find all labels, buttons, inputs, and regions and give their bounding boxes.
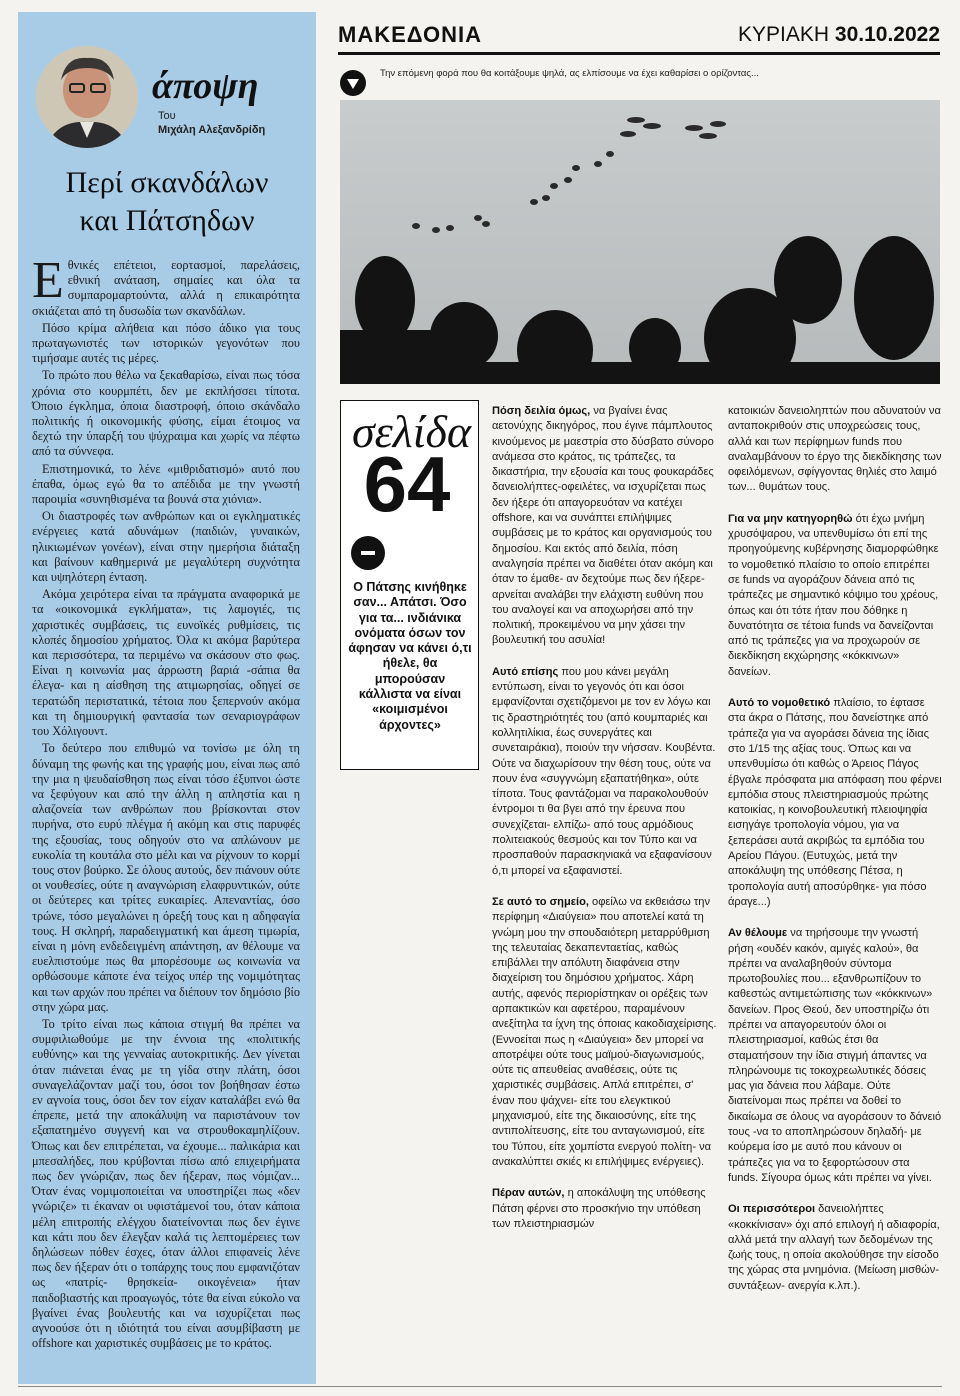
article-paragraph: Για να μην κατηγορηθώ ότι έχω μνήμη χρυσόψαρου, να υπενθυμίσω ότι επί της προηγούμενης κυβέρνησης διαμορφώθηκε το νομοθετικό πλαίσιο το οποίο επιτρέπει σε funds να αγοράζουν δάνεια από τις τράπεζες με σημαντικό κόψιμο του χρέους, όπως και ότι τότε ήταν που δόθηκε η δυνατότητα σε τέτοια funds να δανείζονται από τις τράπεζες για να προχωρούν σε διεκδίκηση εκχώρησης «κόκκινων» δανείων. bbox=[728, 512, 939, 678]
issue-date bbox=[738, 23, 940, 47]
article-paragraph: Σε αυτό το σημείο, οφείλω να εκθειάσω την περίφημη «Διαύγεια» που αποτελεί κατά τη γνώμη μου την σπουδαιότερη μεταρρύθμιση της τελευταίας δεκαπενταετίας, καθώς επιβάλλει την απόλυτη διαφάνεια στην διαχείριση του δημόσιου χρήματος. Χάρη αυτής, αφενός περιορίστηκαν οι ορέξεις των αρπακτικών και αφετέρου, παραμένουν ανεξίτηλα τα ίχνη της όποιας κακοδιαχείρισης. (Εννοείται πως η «Διαύγεια» δεν μπορεί να αποτρέψει ούτε τους μαϊμού-διαγωνισμούς, ούτε τις απευθείας αναθέσεις, ούτε τις χαριστικές συμβάσεις. Απλά επιτρέπει, σ' έναν που ψάχνει- είτε του ελεγκτικού μηχανισμού, είτε της δικαιοσύνης, είτε της αντιπολίτευσης, είτε του ανταγωνισμού, είτε του Τύπου, είτε χομπίστα ενεργού πολίτη- να ανακαλύπτει σκιές κι επιλήψιμες ενέργειες). bbox=[492, 895, 717, 1168]
opinion-column bbox=[18, 12, 316, 1384]
paragraph: Επιστημονικά, το λένε «μιθριδατισμό» αυτό που έπαθα, όμως εγώ θα το απέδιδα με την γνωστή παροιμία «συνηθισμένα τα βουνά στα χιόνια». bbox=[32, 461, 300, 507]
article-paragraph: Πόση δειλία όμως, να βγαίνει ένας αετονύχης δικηγόρος, που έγινε πάμπλουτος κινούμενος με μαεστρία στο δύσβατο σύνορο ανάμεσα στο κράτος, τις τράπεζες, τα δικαστήρια, την εξουσία και τους φουκαράδες δανειολήπτες-οφειλέτες, να ισχυρίζεται πως δεν ήξερε ότι απαγορευόταν να κατέχει offshore, και να συνάπτει επιλήψιμες συμβάσεις με το κράτος και οργανισμούς του δημοσίου. Και εκτός από δειλία, πόση αναλγησία πρέπει να διαθέτει όταν ακόμη και όταν το έμαθε- αν δεχτούμε πως δεν ήξερε- αρνείται αναλάβει την ελάχιστη ευθύνη που του αναλογεί και να αποχωρήσει από την πολιτική, προκειμένου να μην χάσει την βουλευτική του ασυλία! bbox=[492, 405, 714, 647]
helicopters-photo bbox=[340, 100, 940, 384]
paragraph: Οι διαστροφές των ανθρώπων και οι εγκληματικές ενέργειες κατά αδυνάμων (παιδιών, γυναικών, ηλικιωμένων γονέων), είναι στην ημερήσια διάταξη και βαίνουν καθημερινά με μεγαλύτερη συχνότητα και υψηλότερη ένταση. bbox=[32, 509, 300, 585]
masthead-rule bbox=[338, 52, 940, 55]
article-paragraph: Αν θέλουμε να τηρήσουμε την γνωστή ρήση «ουδέν κακόν, αμιγές καλού», θα πρέπει να αναλαβηθούν σύντομα πρωτοβουλίες που... εξανθρωπίζουν το καθεστώς αντιμετώπισης των «κόκκινων» δανείων. Προς Θεού, δεν υποστηρίζω ότι πρέπει να απαγορευτούν όλοι οι πλειστηριασμοί, καθώς έτσι θα σταματήσουν την ίδια στιγμή άπαντες να πληρώνουμε τις τοκοχρεωλυτικές δόσεις μας για δάνεια που λάβαμε. Ούτε διατείνομαι πως πρέπει να δοθεί το δικαίωμα σε όλους να αγοράσουν το δάνειό τους -να το αποπληρώσουν δηλαδή- με κούρεμα ίσο με αυτό που κάνουν οι τράπεζες για να το ξεφορτώσουν στα funds. Σίγουρα όμως κάτι πρέπει να γίνει. bbox=[728, 927, 942, 1184]
author-photo-icon bbox=[36, 46, 138, 148]
issue-day: ΚΥΡΙΑΚΗ bbox=[738, 23, 830, 46]
paragraph: Το πρώτο που θέλω να ξεκαθαρίσω, είναι πως τόσα χρόνια στο κουρμπέτι, δεν με εκπλήσσει τίποτα. Όποιο έγκλημα, όποια διαστροφή, όποιο σκάνδαλο πολιτικής ή οικονομικής φύσης, είμαι έτοιμος να δεχτώ την ύπαρξή του ψύχραιμα και χωρίς να πέφτω από τα σύννεφα. bbox=[32, 368, 300, 459]
article-paragraph: Οι περισσότεροι δανειολήπτες «κοκκίνισαν» όχι από επιλογή ή αδιαφορία, αλλά μετά την αλλαγή των δεδομένων της ζωής τους, η οποία ακολούθησε την είσοδο της χώρας στα μνημόνια. (Μείωση μισθών- συντάξεων- ανεργία κ.λπ.). bbox=[728, 1203, 940, 1292]
column-label: άποψη bbox=[152, 65, 259, 107]
article-paragraph: κατοικιών δανειοληπτών που αδυνατούν να ανταποκριθούν στις υποχρεώσεις τους, αλλά και των περίφημων funds που αναλαμβάνουν το έργο της διεκδίκησης των οφειλόμενων, σφίγγοντας θηλιές στο λαιμό των... θυμάτων τους. bbox=[728, 405, 942, 494]
paragraph: Πόσο κρίμα αλήθεια και πόσο άδικο για τους πρωταγωνιστές των ιστορικών γεγονότων που τιμήσαμε αυτές τις μέρες. bbox=[32, 320, 300, 366]
article-column-2 bbox=[492, 404, 718, 1232]
page-number: 64 bbox=[363, 440, 451, 528]
paragraph: Ακόμα χειρότερα είναι τα πράγματα αναφορικά με τα «οικονομικά εγκλήματα», τις λαμογιές, τις χαριστικές συμβάσεις, τις ευνοϊκές ρυθμίσεις, τις κλοπές δημοσίου χρήματος. Όλα κι ακόμα βαρύτερα και περισσότερα, τα περιμένω να σκάσουν στο φως. Είναι η κοινωνία μας άρρωστη βαριά -σάπια θα έλεγα- και η αίσθηση της ατιμωρησίας, οδηγεί σε τερατώδη περιστατικά, τέτοια που ξεπερνούν ακόμα και τη δημιουργική φαντασία των σεναριογράφων του Χόλιγουντ. bbox=[32, 587, 300, 739]
page-64-text: Ο Πάτσης κινήθηκε σαν... Απάτσι. Όσο για τα... ινδιάνικα ονόματα όσων τον άφησαν να κάνει ό,τι ήθελε, θα μπορούσαν κάλλιστα να είναι «κοιμισμένοι άρχοντες» bbox=[348, 580, 472, 732]
column-body bbox=[32, 252, 300, 1353]
byline-prefix: Του bbox=[158, 110, 176, 122]
photo-caption: Την επόμενη φορά που θα κοιτάξουμε ψηλά, ας ελπίσουμε να έχει καθαρίσει ο ορίζοντας... bbox=[380, 68, 759, 79]
paragraph: Το τρίτο είναι πως κάποια στιγμή θα πρέπει να συμφιλιωθούμε με την έννοια της «πολιτικής ευθύνης» και της γενναίας αυτοκριτικής. Δεν γίνεται όταν πιάνεται ένας με τη γίδα στην πλάτη, όσοι συναγελάζονταν μαζί του, όσοι τον βοήθησαν έστω εν αγνοία τους, όσοι δεν τον είχαν καταλάβει ενώ θα έπρεπε, μετά την αποκάλυψη να παριστάνουν τον εξαπατημένο συγγενή και να στρουθοκαμηλίζουν. Όπως και δεν επιτρέπεται, να έχουμε... παλικάρια και μπεσαλήδες, που κρύβονται πίσω από επιχειρήματα πως δεν γνώριζαν, πως δεν ήξεραν, πως νόμιζαν... Όταν ένας νομιμοποιείται να υποστηρίζει πως «δεν γνώριζε» τι έκαναν οι υφιστάμενοί του, όταν κάποια μέλη επιτροπής ελέγχου διατείνονται πως δεν έγινε και κάτι που δεν έλεγξαν καλά τις λεπτομέρειες των δηλώσεων πόθεν έσχες, όταν άλλοι επιφανείς λένε πως δεν ήξεραν ότι ο τοπάρχης τους που εμφανιζόταν ως «πατρίς- θρησκεία- οικογένεια» ήταν παιδοβιαστής και προαγωγός, τότε θα είναι εύκολο να βγαίνει ένας βουλευτής και να ισχυρίζεται πως αγνοούσε ότι η ιδιότητά του είναι ασυμβίβαστη με offshore και χαριστικές συμβάσεις με το κράτος. bbox=[32, 1016, 300, 1351]
paragraph: Το δεύτερο που επιθυμώ να τονίσω με όλη τη δύναμη της φωνής και της γραφής μου, είναι πως από την μια η ψευδαίσθηση πως είναι τόσο έξυπνοι ώστε να ξεφύγουν και από την άλλη η απληστία και η αλαζονεία των ανθρώπων που βρίσκονται στον πυρήνα, στο ευρύ πλέγμα ή ακόμη και στις παρυφές της εξουσίας, τους οδηγούν στο να απλώνουν με ευκολία τη κουτάλα στο μέλι και να ρίχνουν το κορμί τους στον βούρκο. Σε όλους αυτούς, δεν πιάνουν ούτε οι νουθεσίες, ούτε η αναγνώριση ελαφρυντικών, ούτε οι δεύτερες και τρίτες ευκαιρίες. Απεναντίας, όσο τρώνε, τόσο μεγαλώνει η όρεξή τους και η αδηφαγία τους. Η σκληρή, παραδειγματική και άμεση τιμωρία, είναι η μόνη ενδεδειγμένη απάντηση, αν θέλουμε να ευελπιστούμε πως θα μπορέσουμε ως κοινωνία να ορθώσουμε κάποτε ένα τείχος υπέρ της νομιμότητας και των αρχών που πρέπει να διέπουν τον δημόσιο βίο στην χώρα μας. bbox=[32, 741, 300, 1014]
article-paragraph: Αυτό επίσης που μου κάνει μεγάλη εντύπωση, είναι το γεγονός ότι και όσοι εμφανίζονται σχετιζόμενοι με τον εν λόγω και τις δραστηριότητές του (από κουμπαριές και κολλητιλίκια, έως συνεργάτες και συνεταιράκια), ποιούν την νήσσαν. Κουβέντα. Ούτε να διαχωρίσουν την θέση τους, ούτε να πουν ένα «συγγνώμη εξαπατήθηκα», ούτε τίποτα. Τους φαντάζομαι να παρακολουθούν έντρομοι τι θα βγει από την έρευνα που συνεχίζεται- ελπίζω- από τους αρμόδιους πολιτειακούς θεσμούς και τον Τύπο και να προσπαθούν παρασκηνιακά να εξαφανίσουν ό,τι μπορεί να εξαφανιστεί. bbox=[492, 665, 716, 877]
headline-line-2: και Πάτσηδων bbox=[79, 204, 255, 237]
article-column-3 bbox=[728, 404, 942, 1294]
minus-icon bbox=[351, 536, 385, 570]
author-portrait bbox=[36, 46, 138, 148]
author-name: Μιχάλη Αλεξανδρίδη bbox=[158, 124, 266, 136]
headline-line-1: Περί σκανδάλων bbox=[65, 166, 269, 199]
drop-cap: Ε bbox=[32, 252, 64, 309]
bottom-rule bbox=[18, 1386, 942, 1387]
column-headline bbox=[28, 164, 306, 240]
caption-arrow-icon bbox=[340, 70, 366, 96]
issue-date-value: 30.10.2022 bbox=[834, 23, 940, 46]
paragraph: Εθνικές επέτειοι, εορτασμοί, παρελάσεις, εθνική ανάταση, σημαίες και όλα τα συμπαρομαρτούντα, αλλά η επικαιρότητα σκιάζεται από τη δυσωδία των σκανδάλων. bbox=[32, 252, 300, 318]
article-paragraph: Πέραν αυτών, η αποκάλυψη της υπόθεσης Πάτση φέρνει στο προσκήνιο την υπόθεση των πλειστηριασμών bbox=[492, 1187, 706, 1230]
article-paragraph: Αυτό το νομοθετικό πλαίσιο, το έφτασε στα άκρα ο Πάτσης, που δανείστηκε από τράπεζα για να αγοράσει δάνεια της ίδιας στο 1/15 της αξίας τους. Όπως και να υπενθυμίσω ότι καθώς ο Άρειος Πάγος έβγαλε πρόσφατα μια απόφαση που φέρνει εμπόδια στους πλειστηριασμούς πρώτης κατοικίας, η κοινοβουλευτική πλειοψηφία εισηγάγε τροπολογία νόμου, για να ξεπεράσει αυτά ακριβώς τα εμπόδια του Αρείου Πάγου. (Ευτυχώς, μετά την αποκάλυψη της υπόθεσης Πέτσα, η τροπολογία αυτή αποσύρθηκε- για πόσο άραγε...) bbox=[728, 697, 942, 908]
newspaper-name: ΜΑΚΕΔΟΝΙΑ bbox=[338, 22, 482, 47]
page-word: σελίδα bbox=[352, 406, 472, 457]
